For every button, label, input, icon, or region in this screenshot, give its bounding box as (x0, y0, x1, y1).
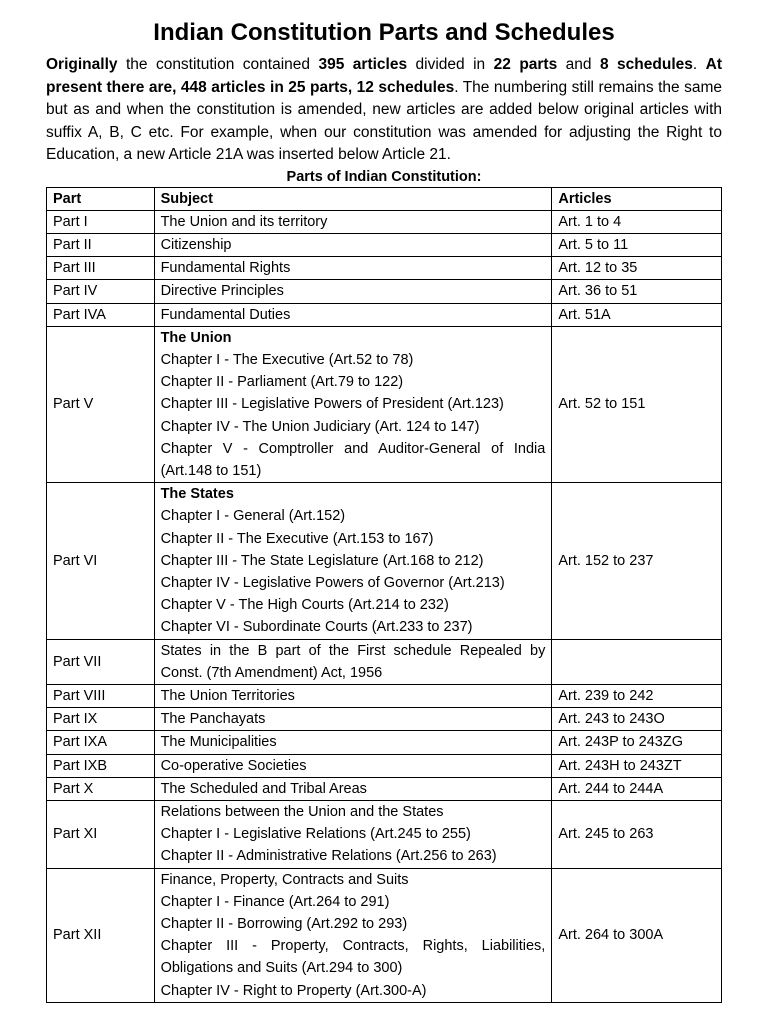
table-row (47, 639, 722, 684)
intro-bold-text: At present there are, 448 articles in 25 parts, 12 schedules (46, 56, 722, 96)
cell-subject (154, 800, 552, 868)
cell-part: Part V (47, 326, 155, 482)
cell-articles: Art. 152 to 237 (552, 483, 722, 639)
table-row (47, 777, 722, 800)
cell-part: Part VII (47, 639, 155, 684)
subject-line: The Union and its territory (160, 213, 328, 230)
subject-line: Chapter III - Property, Contracts, Rights, Liabilities, Obligations and Suits (Art.294 to 300) (160, 938, 546, 977)
cell-subject (154, 868, 552, 1002)
subject-line: Chapter V - The High Courts (Art.214 to 232) (160, 597, 449, 614)
header-subject: Subject (154, 187, 552, 210)
cell-part: Part IXA (47, 731, 155, 754)
subject-line: States in the B part of the First schedule Repealed by Const. (7th Amendment) Act, 1956 (160, 642, 546, 681)
intro-text: divided in (407, 56, 494, 73)
subject-line: Chapter IV - The Union Judiciary (Art. 124 to 147) (160, 418, 480, 435)
cell-part: Part XII (47, 868, 155, 1002)
subject-line: The Municipalities (160, 734, 277, 751)
cell-subject (154, 233, 552, 256)
table-row (47, 210, 722, 233)
subject-line: Fundamental Duties (160, 306, 291, 323)
subject-line: Directive Principles (160, 283, 284, 300)
subject-line: Chapter III - Legislative Powers of President (Art.123) (160, 396, 504, 413)
table-row (47, 731, 722, 754)
cell-articles: Art. 243H to 243ZT (552, 754, 722, 777)
cell-articles: Art. 51A (552, 303, 722, 326)
table-row (47, 684, 722, 707)
subject-line: The Scheduled and Tribal Areas (160, 780, 367, 797)
cell-part: Part VI (47, 483, 155, 639)
cell-articles: Art. 52 to 151 (552, 326, 722, 482)
subject-line: Citizenship (160, 236, 232, 253)
subject-line: Finance, Property, Contracts and Suits (160, 871, 409, 888)
cell-part: Part IV (47, 280, 155, 303)
table-header-row (47, 187, 722, 210)
table-row (47, 326, 722, 482)
intro-text: . (692, 56, 706, 73)
subject-line: Fundamental Rights (160, 260, 291, 277)
subject-line: Relations between the Union and the States (160, 803, 444, 820)
cell-articles: Art. 243 to 243O (552, 708, 722, 731)
subject-heading: The States (160, 486, 234, 503)
subject-line: Co-operative Societies (160, 757, 307, 774)
cell-articles: Art. 244 to 244A (552, 777, 722, 800)
header-part: Part (47, 187, 155, 210)
intro-bold-text: 22 parts (493, 56, 558, 73)
subject-line: Chapter I - The Executive (Art.52 to 78) (160, 351, 414, 368)
cell-articles (552, 639, 722, 684)
subject-line: Chapter IV - Right to Property (Art.300-A) (160, 982, 427, 999)
cell-part: Part III (47, 257, 155, 280)
cell-subject (154, 210, 552, 233)
table-row (47, 800, 722, 868)
cell-part: Part I (47, 210, 155, 233)
cell-part: Part IXB (47, 754, 155, 777)
table-row (47, 483, 722, 639)
cell-subject (154, 326, 552, 482)
cell-part: Part II (47, 233, 155, 256)
subject-line: Chapter II - Administrative Relations (Art.256 to 263) (160, 848, 497, 865)
subject-line: Chapter II - The Executive (Art.153 to 167) (160, 530, 434, 547)
cell-subject (154, 754, 552, 777)
subject-line: Chapter III - The State Legislature (Art.168 to 212) (160, 552, 484, 569)
cell-subject (154, 731, 552, 754)
intro-bold-text: 395 articles (318, 56, 408, 73)
table-caption: Parts of Indian Constitution: (286, 168, 482, 185)
cell-subject (154, 708, 552, 731)
table-row (47, 754, 722, 777)
subject-line: Chapter V - Comptroller and Auditor-General of India (Art.148 to 151) (160, 440, 546, 479)
subject-line: The Union Territories (160, 687, 295, 704)
cell-part: Part VIII (47, 684, 155, 707)
intro-bold-text: 8 schedules (599, 56, 693, 73)
cell-subject (154, 639, 552, 684)
subject-line: Chapter IV - Legislative Powers of Governor (Art.213) (160, 574, 505, 591)
table-body (47, 210, 722, 1002)
table-row (47, 280, 722, 303)
subject-line: The Panchayats (160, 711, 266, 728)
intro-paragraph (46, 54, 722, 167)
intro-text: and (557, 56, 600, 73)
cell-part: Part IVA (47, 303, 155, 326)
table-row (47, 708, 722, 731)
intro-bold-text: Originally (46, 56, 118, 73)
cell-articles: Art. 1 to 4 (552, 210, 722, 233)
intro-text: the constitution contained (117, 56, 319, 73)
cell-part: Part IX (47, 708, 155, 731)
cell-articles: Art. 239 to 242 (552, 684, 722, 707)
parts-table (46, 187, 722, 1003)
subject-line: Chapter I - General (Art.152) (160, 508, 346, 525)
cell-subject (154, 777, 552, 800)
cell-subject (154, 483, 552, 639)
cell-subject (154, 280, 552, 303)
subject-line: Chapter II - Borrowing (Art.292 to 293) (160, 916, 408, 932)
table-row (47, 303, 722, 326)
header-articles: Articles (552, 187, 722, 210)
table-row (47, 868, 722, 1002)
page-title: Indian Constitution Parts and Schedules (153, 19, 615, 46)
cell-subject (154, 303, 552, 326)
subject-line: Chapter VI - Subordinate Courts (Art.233 to 237) (160, 619, 473, 636)
cell-subject (154, 684, 552, 707)
subject-line: Chapter I - Finance (Art.264 to 291) (160, 893, 390, 910)
cell-articles: Art. 243P to 243ZG (552, 731, 722, 754)
cell-part: Part XI (47, 800, 155, 868)
subject-line: Chapter I - Legislative Relations (Art.245 to 255) (160, 826, 471, 843)
table-row (47, 257, 722, 280)
cell-articles: Art. 12 to 35 (552, 257, 722, 280)
cell-articles: Art. 264 to 300A (552, 868, 722, 1002)
cell-part: Part X (47, 777, 155, 800)
cell-articles: Art. 5 to 11 (552, 233, 722, 256)
cell-subject (154, 257, 552, 280)
subject-line: Chapter II - Parliament (Art.79 to 122) (160, 374, 404, 391)
cell-articles: Art. 245 to 263 (552, 800, 722, 868)
cell-articles: Art. 36 to 51 (552, 280, 722, 303)
table-row (47, 233, 722, 256)
subject-heading: The Union (160, 329, 232, 346)
intro-text: . The numbering still remains the same but as and when the constitution is amended, new articles are added below original articles with suffix A, B, C etc. For example, when our constitution was amended for adjusting the Right to Education, a new Article 21A was inserted below Article 21. (46, 78, 723, 163)
